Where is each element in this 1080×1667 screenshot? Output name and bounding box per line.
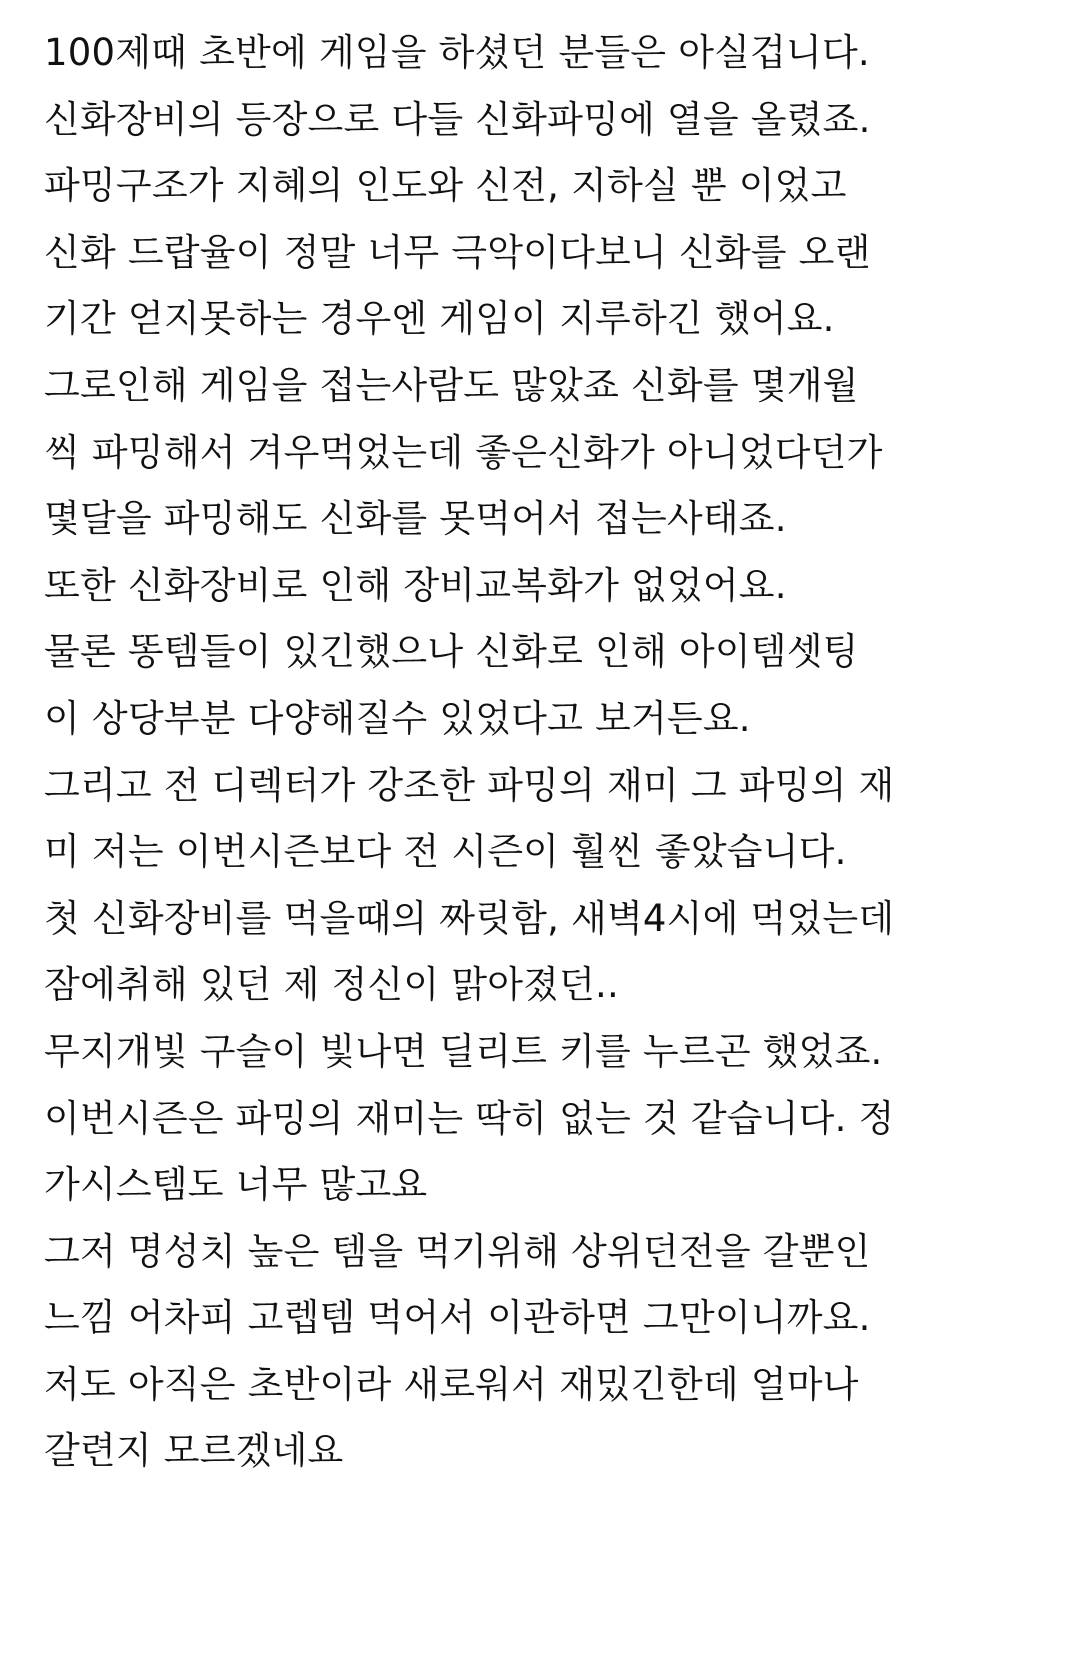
post-line: 그리고 전 디렉터가 강조한 파밍의 재미 그 파밍의 재 [44,763,895,807]
post-line: 저도 아직은 초반이라 새로워서 재밌긴한데 얼마나 [44,1362,859,1406]
post-line: 이 상당부분 다양해질수 있었다고 보거든요. [44,696,751,740]
post-line: 신화장비의 등장으로 다들 신화파밍에 열을 올렸죠. [44,97,871,141]
post-line: 기간 얻지못하는 경우엔 게임이 지루하긴 했어요. [44,297,835,341]
post-line: 느낌 어차피 고렙템 먹어서 이관하면 그만이니까요. [44,1296,871,1340]
post-line: 씩 파밍해서 겨우먹었는데 좋은신화가 아니었다던가 [44,430,883,474]
post-line: 첫 신화장비를 먹을때의 짜릿함, 새벽4시에 먹었는데 [44,896,895,940]
post-line: 가시스템도 너무 많고요 [44,1163,428,1207]
post-line: 그저 명성치 높은 템을 먹기위해 상위던전을 갈뿐인 [44,1229,871,1273]
post-line: 잠에취해 있던 제 정신이 맑아졌던.. [44,963,619,1007]
post-line: 또한 신화장비로 인해 장비교복화가 없었어요. [44,563,787,607]
post-line: 미 저는 이번시즌보다 전 시즌이 훨씬 좋았습니다. [44,830,847,874]
post-line: 그로인해 게임을 접는사람도 많았죠 신화를 몇개월 [44,363,859,407]
post-body [44,0,1064,1485]
post-line: 파밍구조가 지혜의 인도와 신전, 지하실 뿐 이었고 [44,164,847,208]
post-line: 이번시즌은 파밍의 재미는 딱히 없는 것 같습니다. 정 [44,1096,895,1140]
post-line: 몇달을 파밍해도 신화를 못먹어서 접는사태죠. [44,497,787,541]
post-line: 100제때 초반에 게임을 하셨던 분들은 아실겁니다. [44,31,870,74]
post-line: 물론 똥템들이 있긴했으나 신화로 인해 아이템셋팅 [44,630,859,674]
post-line: 신화 드랍율이 정말 너무 극악이다보니 신화를 오랜 [44,230,871,274]
post-line: 갈련지 모르겠네요 [44,1429,344,1473]
post-line: 무지개빛 구슬이 빛나면 딜리트 키를 누르곤 했었죠. [44,1029,883,1073]
